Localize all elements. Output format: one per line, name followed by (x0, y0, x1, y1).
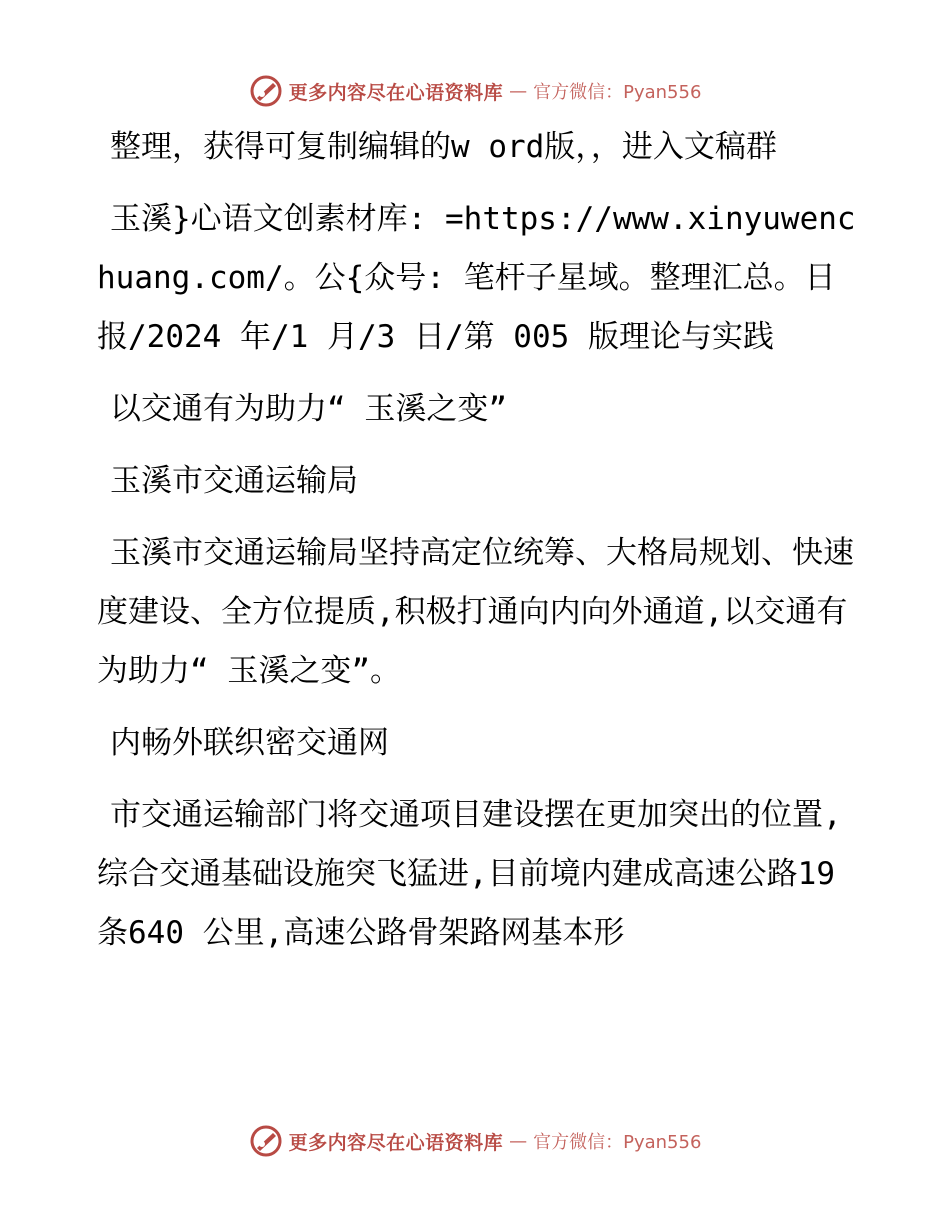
header-watermark (0, 71, 950, 111)
watermark-contact: 官方微信：Pyan556 (533, 82, 702, 103)
watermark-group (249, 74, 702, 108)
watermark-title: 更多内容尽在心语资料库 (288, 81, 504, 104)
paragraph-intro: 整理，获得可复制编辑的w ord版，，进入文稿群 (110, 129, 777, 165)
paragraph-source: 玉溪}心语文创素材库: =https://www.xinyuwenchuang.com/。公{众号: 笔杆子星域。整理汇总。日报/2024 年/1 月/3 日/第 005 版理论与实践 (97, 201, 856, 355)
paragraph-body: 市交通运输部门将交通项目建设摆在更加突出的位置,综合交通基础设施突飞猛进,目前境内建成高速公路19 条640 公里,高速公路骨架路网基本形 (97, 797, 842, 951)
paragraph-lead: 玉溪市交通运输局坚持高定位统筹、大格局规划、快速度建设、全方位提质,积极打通向内向外通道,以交通有为助力“ 玉溪之变”。 (97, 535, 854, 689)
watermark-contact: 官方微信：Pyan556 (533, 1132, 702, 1153)
footer-watermark (0, 1121, 950, 1161)
brand-logo-icon (249, 74, 283, 108)
brand-logo-icon (249, 1124, 283, 1158)
section-heading: 内畅外联织密交通网 (110, 725, 389, 761)
watermark-group (249, 1124, 702, 1158)
article-author: 玉溪市交通运输局 (110, 463, 358, 499)
watermark-title: 更多内容尽在心语资料库 (288, 1131, 504, 1154)
watermark-separator: — (509, 80, 528, 102)
document-body (97, 118, 857, 976)
article-title: 以交通有为助力“ 玉溪之变” (110, 391, 507, 427)
watermark-separator: — (509, 1130, 528, 1152)
